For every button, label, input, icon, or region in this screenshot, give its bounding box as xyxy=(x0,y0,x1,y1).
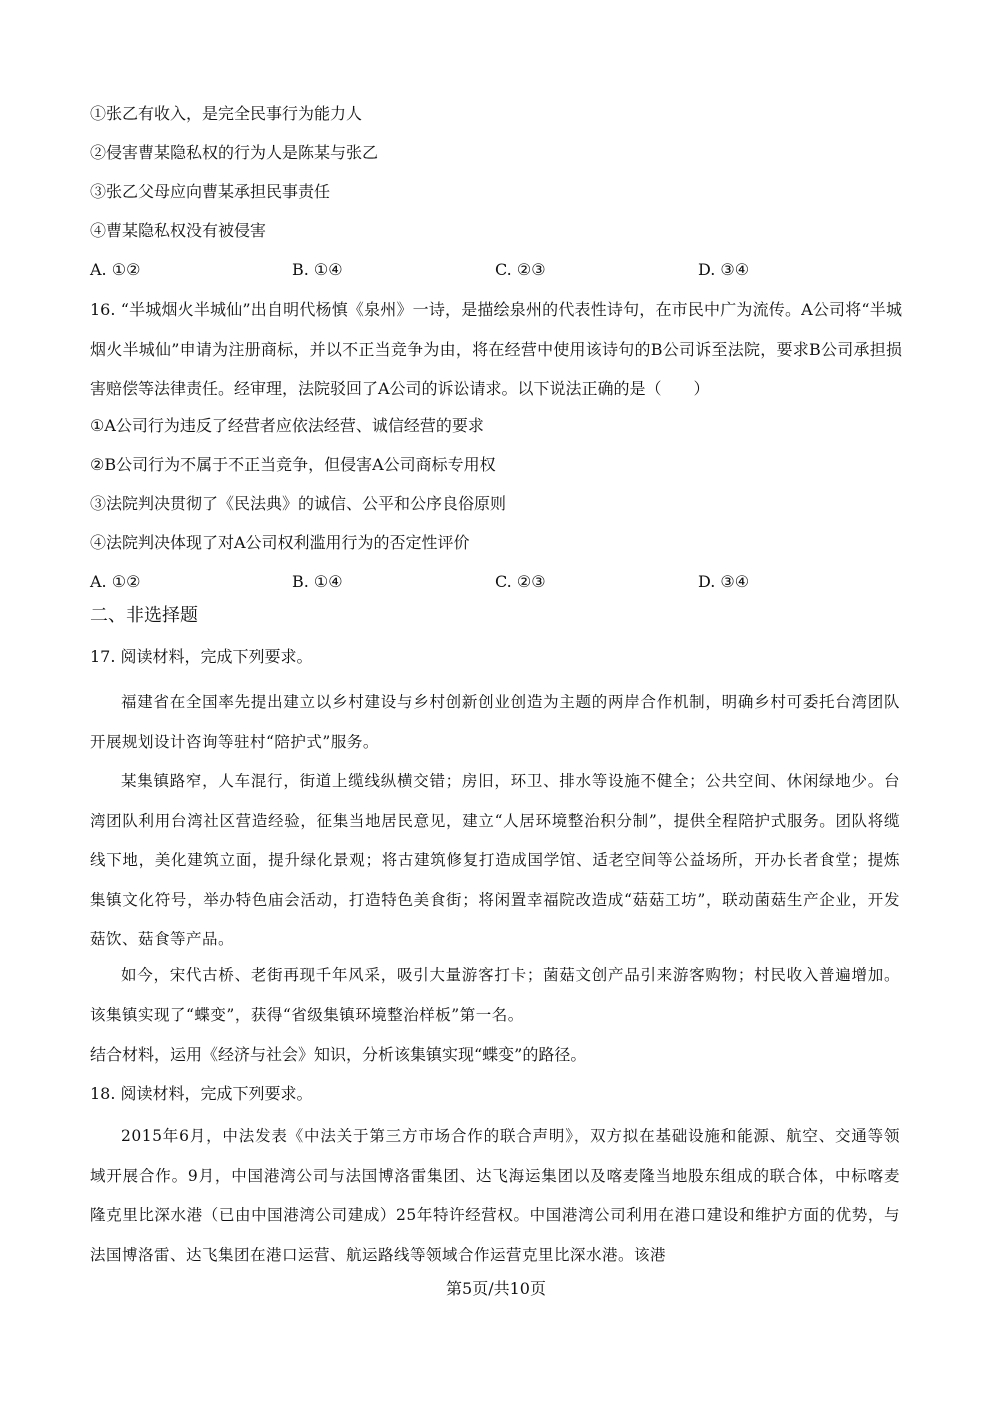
q17-stem: 17. 阅读材料，完成下列要求。 xyxy=(90,647,313,666)
q15-option-d: D. ③④ xyxy=(698,260,750,279)
q15-option-c: C. ②③ xyxy=(495,260,546,279)
q16-item-4: ④法院判决体现了对A公司权利滥用行为的否定性评价 xyxy=(90,533,470,552)
q15-option-b: B. ①④ xyxy=(292,260,343,279)
page-footer: 第5页/共10页 xyxy=(446,1279,546,1298)
q17-material-paragraph-1: 福建省在全国率先提出建立以乡村建设与乡村创新创业创造为主题的两岸合作机制，明确乡村可委托台湾团队开展规划设计咨询等驻村“陪护式”服务。 xyxy=(90,693,900,751)
section-heading: 二、非选择题 xyxy=(90,605,198,626)
q18-material-paragraph: 2015年6月，中法发表《中法关于第三方市场合作的联合声明》，双方拟在基础设施和能源、航空、交通等领域开展合作。9月，中国港湾公司与法国博洛雷集团、达飞海运集团以及喀麦隆当地股东组成的联合体，中标喀麦隆克里比深水港（已由中国港湾公司建成）25年特许经营权。中国港湾公司利用在港口建设和维护方面的优势，与法国博洛雷、达飞集团在港口运营、航运路线等领域合作运营克里比深水港。该港 xyxy=(90,1127,900,1264)
q16-option-a: A. ①② xyxy=(90,572,141,591)
q16-item-1: ①A公司行为违反了经营者应依法经营、诚信经营的要求 xyxy=(90,416,484,435)
q18-stem: 18. 阅读材料，完成下列要求。 xyxy=(90,1084,313,1103)
q16-option-b: B. ①④ xyxy=(292,572,343,591)
q15-item-1: ①张乙有收入，是完全民事行为能力人 xyxy=(90,104,363,123)
q16-item-2: ②B公司行为不属于不正当竞争，但侵害A公司商标专用权 xyxy=(90,455,496,474)
q17-material-paragraph-3: 如今，宋代古桥、老街再现千年风采，吸引大量游客打卡；菌菇文创产品引来游客购物；村民收入普遍增加。该集镇实现了“蝶变”，获得“省级集镇环境整治样板”第一名。 xyxy=(90,966,900,1024)
q16-stem: 16. “半城烟火半城仙”出自明代杨慎《泉州》一诗，是描绘泉州的代表性诗句，在市民中广为流传。A公司将“半城烟火半城仙”申请为注册商标，并以不正当竞争为由，将在经营中使用该诗句的B公司诉至法院，要求B公司承担损害赔偿等法律责任。经审理，法院驳回了A公司的诉讼请求。以下说法正确的是（ ） xyxy=(90,300,902,398)
q15-item-2: ②侵害曹某隐私权的行为人是陈某与张乙 xyxy=(90,143,379,162)
q15-option-a: A. ①② xyxy=(90,260,141,279)
q15-item-3: ③张乙父母应向曹某承担民事责任 xyxy=(90,182,331,201)
q15-item-4: ④曹某隐私权没有被侵害 xyxy=(90,221,267,240)
q17-material-paragraph-2: 某集镇路窄，人车混行，街道上缆线纵横交错；房旧，环卫、排水等设施不健全；公共空间、休闲绿地少。台湾团队利用台湾社区营造经验，征集当地居民意见，建立“人居环境整治积分制”，提供全程陪护式服务。团队将缆线下地，美化建筑立面，提升绿化景观；将古建筑修复打造成国学馆、适老空间等公益场所，开办长者食堂；提炼集镇文化符号，举办特色庙会活动，打造特色美食街；将闲置幸福院改造成“菇菇工坊”，联动菌菇生产企业，开发菇饮、菇食等产品。 xyxy=(90,772,900,948)
q16-option-c: C. ②③ xyxy=(495,572,546,591)
q16-item-3: ③法院判决贯彻了《民法典》的诚信、公平和公序良俗原则 xyxy=(90,494,507,513)
q16-option-d: D. ③④ xyxy=(698,572,750,591)
q17-question: 结合材料，运用《经济与社会》知识，分析该集镇实现“蝶变”的路径。 xyxy=(90,1045,587,1064)
